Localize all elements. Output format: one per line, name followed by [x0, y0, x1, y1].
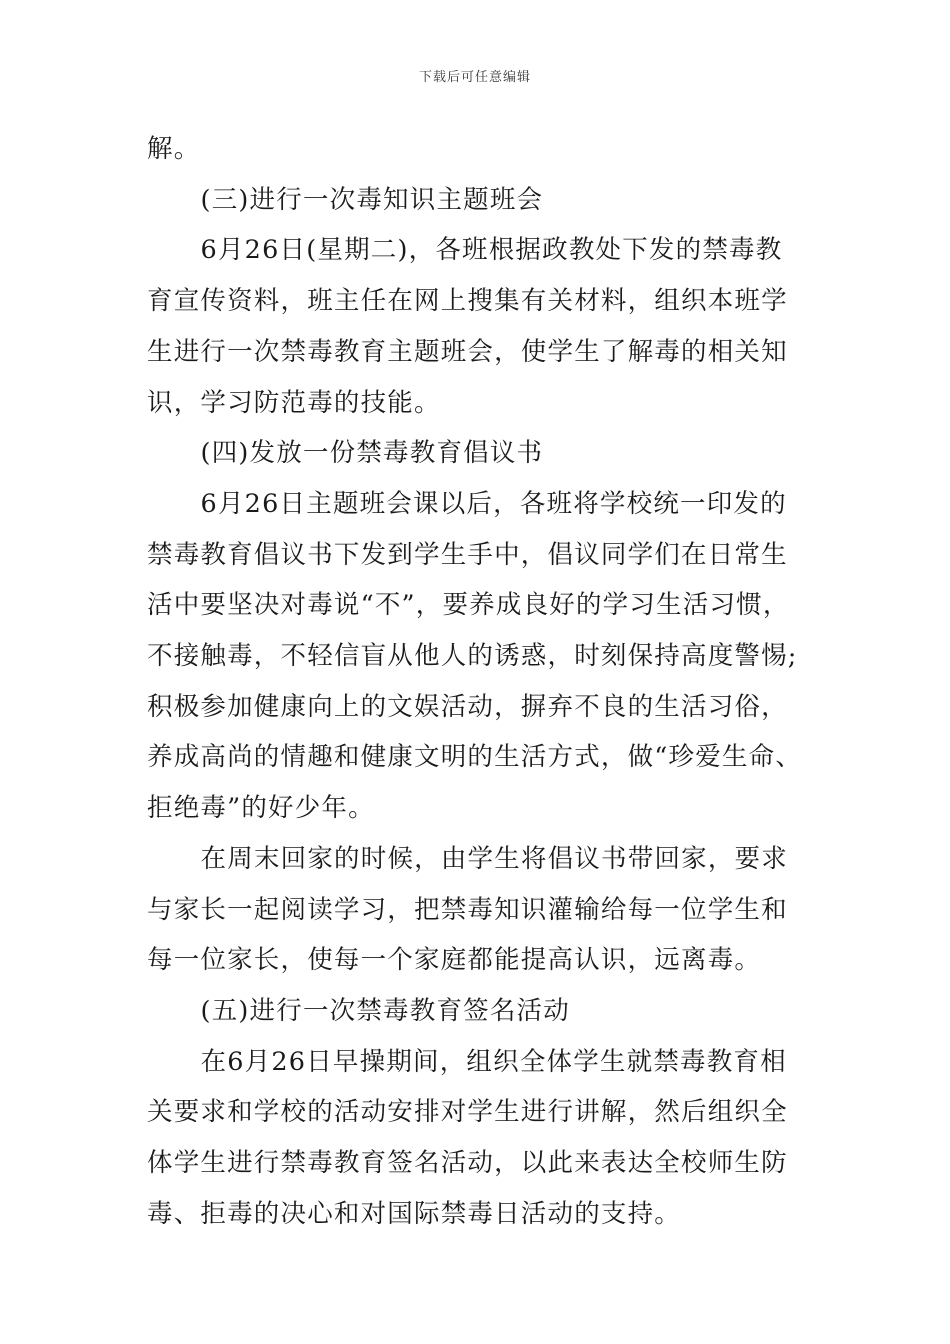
paragraph: 6月26日主题班会课以后，各班将学校统一印发的禁毒教育倡议书下发到学生手中，倡议同学们在日常生活中要坚决对毒说“不”，要养成良好的学习生活习惯，不接触毒，不轻信盲从他人的诱惑，时刻保持高度警惕;积极参加健康向上的文娱活动，摒弃不良的生活习俗，养成高尚的情趣和健康文明的生活方式，做“珍爱生命、拒绝毒”的好少年。	[147, 488, 803, 824]
page-header: 下载后可任意编辑	[418, 70, 531, 85]
paragraph: 解。	[147, 134, 201, 164]
paragraph: 6月26日(星期二)，各班根据政教处下发的禁毒教育宣传资料，班主任在网上搜集有关材料，组织本班学生进行一次禁毒教育主题班会，使学生了解毒的相关知识，学习防范毒的技能。	[147, 235, 788, 418]
section-heading-5: (五)进行一次禁毒教育签名活动	[200, 995, 570, 1026]
document-body	[147, 124, 807, 1239]
paragraph: 在6月26日早操期间，组织全体学生就禁毒教育相关要求和学校的活动安排对学生进行讲解，然后组织全体学生进行禁毒教育签名活动，以此来表达全校师生防毒、拒毒的决心和对国际禁毒日活动的支持。	[147, 1046, 788, 1229]
section-heading-4: (四)发放一份禁毒教育倡议书	[200, 438, 544, 469]
section-heading-3: (三)进行一次毒知识主题班会	[200, 184, 544, 215]
paragraph: 在周末回家的时候，由学生将倡议书带回家，要求与家长一起阅读学习，把禁毒知识灌输给每一位学生和每一位家长，使每一个家庭都能提高认识，远离毒。	[147, 843, 788, 976]
